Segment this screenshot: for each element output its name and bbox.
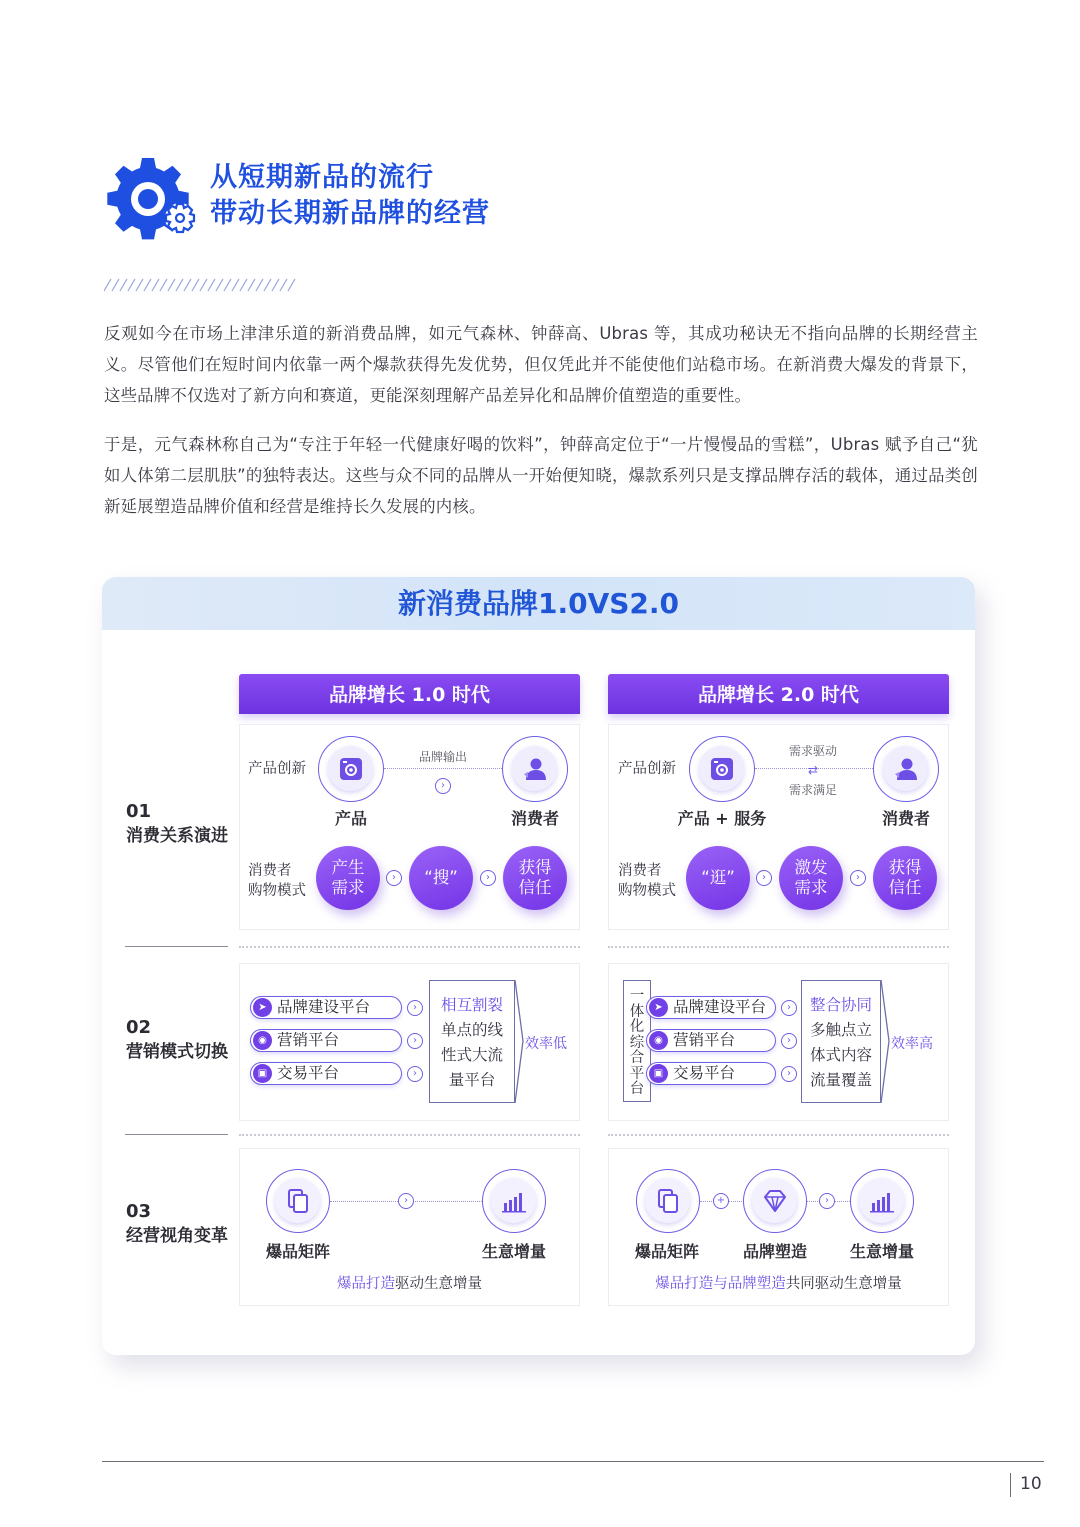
product-service-ring xyxy=(689,736,755,802)
chevron-right-icon: › xyxy=(407,1000,423,1016)
product-service-label: 产品 + 服务 xyxy=(677,809,767,828)
row-number: 02 xyxy=(126,1017,152,1038)
row-label-3 xyxy=(126,1200,228,1248)
bubble-line-1: 获得 xyxy=(518,858,552,877)
brand-output-label: 品牌输出 xyxy=(418,750,467,764)
era-1-header: 品牌增长 1.0 时代 xyxy=(239,674,580,714)
product-label: 产品 xyxy=(334,809,367,828)
dotted-separator xyxy=(608,1134,949,1136)
chevron-right-icon: › xyxy=(398,1193,414,1209)
page-title xyxy=(210,160,490,232)
caption-rest: 共同驱动生意增量 xyxy=(785,1276,902,1292)
summary-line: 体式内容 xyxy=(809,1046,872,1064)
demand-satisfied-label: 需求满足 xyxy=(788,783,837,797)
bag-icon: ▣ xyxy=(253,1064,272,1083)
brand-building-label: 品牌塑造 xyxy=(742,1242,807,1261)
copy-icon xyxy=(655,1188,681,1214)
platform-pill xyxy=(250,1029,402,1052)
chevron-right-icon: › xyxy=(386,870,402,886)
bubble-line-1: “搜” xyxy=(424,868,458,887)
pill-label: 营销平台 xyxy=(277,1031,340,1049)
chevron-right-icon: › xyxy=(850,870,866,886)
consumer-label: 消费者 xyxy=(510,809,559,828)
business-growth-label: 生意增量 xyxy=(481,1242,546,1261)
bar-chart-icon xyxy=(869,1188,895,1214)
platform-pill xyxy=(646,1062,776,1085)
send-icon: ➤ xyxy=(253,998,272,1017)
row-separator xyxy=(125,1134,228,1135)
row-title: 营销模式切换 xyxy=(126,1042,228,1062)
hatch-divider xyxy=(104,278,300,292)
bubble-line-1: 产生 xyxy=(331,858,365,877)
plus-icon: + xyxy=(713,1193,729,1209)
chevron-right-icon: › xyxy=(480,870,496,886)
bag-icon: ▣ xyxy=(649,1064,668,1083)
pill-label: 品牌建设平台 xyxy=(673,998,767,1016)
step-bubble xyxy=(409,846,473,910)
shopping-line-2: 购物模式 xyxy=(248,883,306,899)
efficiency-low-label: 效率低 xyxy=(525,1036,567,1052)
title-line-2: 带动长期新品牌的经营 xyxy=(210,198,490,229)
bubble-line-1: 获得 xyxy=(888,858,922,877)
flow-line xyxy=(384,768,502,769)
summary-line: 相互割裂 xyxy=(440,996,503,1014)
step-bubble xyxy=(316,846,380,910)
shopping-line-2: 购物模式 xyxy=(618,883,676,899)
copy-icon xyxy=(285,1188,311,1214)
page-number-bar xyxy=(1010,1473,1011,1497)
panel-title: 新消费品牌1.0VS2.0 xyxy=(397,587,680,620)
product-ring xyxy=(318,736,384,802)
summary-line: 单点的线 xyxy=(440,1021,503,1039)
growth-circle xyxy=(482,1169,546,1233)
bubble-line-1: 激发 xyxy=(794,858,828,877)
footer-rule xyxy=(102,1461,1044,1462)
title-line-1: 从短期新品的流行 xyxy=(210,162,434,193)
hit-matrix-label: 爆品矩阵 xyxy=(265,1242,330,1261)
growth-circle xyxy=(850,1169,914,1233)
shopping-line-1: 消费者 xyxy=(618,863,662,879)
pill-label: 营销平台 xyxy=(673,1031,736,1049)
consumer-icon xyxy=(893,756,919,782)
row-title: 经营视角变革 xyxy=(126,1226,228,1246)
bubble-line-1: “逛” xyxy=(701,868,735,887)
consumer-ring xyxy=(873,736,939,802)
summary-line: 整合协同 xyxy=(809,996,872,1014)
chevron-right-icon: › xyxy=(435,778,451,794)
hit-matrix-label: 爆品矩阵 xyxy=(634,1242,699,1261)
chevron-right-icon: › xyxy=(407,1033,423,1049)
product-icon xyxy=(338,756,364,782)
brace-icon xyxy=(515,980,525,1103)
product-innovation-label: 产品创新 xyxy=(618,761,676,777)
caption-highlight: 爆品打造与品牌塑造 xyxy=(655,1276,786,1292)
bidirectional-arrows-icon: ⇄ xyxy=(807,763,819,777)
pill-label: 交易平台 xyxy=(673,1064,736,1082)
bar-chart-icon xyxy=(501,1188,527,1214)
consumer-icon xyxy=(522,756,548,782)
bubble-line-2: 信任 xyxy=(518,878,552,897)
dotted-separator xyxy=(239,1134,580,1136)
summary-line: 多触点立 xyxy=(809,1021,872,1039)
pill-label: 交易平台 xyxy=(277,1064,340,1082)
chevron-right-icon: › xyxy=(819,1193,835,1209)
chevron-right-icon: › xyxy=(781,1033,797,1049)
step-bubble xyxy=(873,846,937,910)
row-label-1 xyxy=(126,800,228,848)
platform-pill xyxy=(646,1029,776,1052)
brand-circle xyxy=(743,1169,807,1233)
caption-rest: 驱动生意增量 xyxy=(395,1276,482,1292)
summary-line: 性式大流 xyxy=(440,1046,503,1064)
integrated-platform-box: 一体化综合平台 xyxy=(623,980,651,1102)
efficiency-high-label: 效率高 xyxy=(891,1036,933,1052)
dotted-separator xyxy=(608,946,949,948)
row-separator xyxy=(125,946,228,947)
gear-icon xyxy=(100,152,204,246)
step-bubble xyxy=(686,846,750,910)
consumer-label: 消费者 xyxy=(881,809,930,828)
summary-line: 量平台 xyxy=(448,1071,496,1089)
chevron-right-icon: › xyxy=(756,870,772,886)
dotted-separator xyxy=(239,946,580,948)
business-growth-label: 生意增量 xyxy=(849,1242,914,1261)
chevron-right-icon: › xyxy=(407,1066,423,1082)
hit-matrix-circle xyxy=(636,1169,700,1233)
shopping-mode-label xyxy=(248,861,306,901)
step-bubble xyxy=(779,846,843,910)
bulb-icon: ◉ xyxy=(253,1031,272,1050)
row-number: 03 xyxy=(126,1201,152,1222)
platform-summary-box xyxy=(429,980,515,1103)
chevron-right-icon: › xyxy=(781,1000,797,1016)
hit-matrix-circle xyxy=(266,1169,330,1233)
row3-caption xyxy=(608,1272,949,1293)
platform-summary-box xyxy=(801,980,881,1103)
product-innovation-label: 产品创新 xyxy=(248,761,306,777)
summary-line: 流量覆盖 xyxy=(809,1071,872,1089)
shopping-line-1: 消费者 xyxy=(248,863,292,879)
era-2-header: 品牌增长 2.0 时代 xyxy=(608,674,949,714)
chevron-right-icon: › xyxy=(781,1066,797,1082)
platform-pill xyxy=(250,996,402,1019)
demand-driven-label: 需求驱动 xyxy=(788,744,837,758)
brace-icon xyxy=(881,980,891,1103)
pill-label: 品牌建设平台 xyxy=(277,998,371,1016)
step-bubble xyxy=(503,846,567,910)
row-title: 消费关系演进 xyxy=(126,826,228,846)
row3-caption xyxy=(239,1272,580,1293)
platform-pill xyxy=(250,1062,402,1085)
consumer-ring xyxy=(502,736,568,802)
caption-highlight: 爆品打造 xyxy=(337,1276,395,1292)
diamond-icon xyxy=(762,1188,788,1214)
bulb-icon: ◉ xyxy=(649,1031,668,1050)
paragraph-1: 反观如今在市场上津津乐道的新消费品牌，如元气森林、钟薛高、Ubras 等，其成功秘诀无不指向品牌的长期经营主义。尽管他们在短时间内依靠一两个爆款获得先发优势，但仅凭此并不能使他们站稳市场。在新消费大爆发的背景下，这些品牌不仅选对了新方向和赛道，更能深刻理解产品差异化和品牌价值塑造的重要性。 xyxy=(104,324,978,405)
platform-pill xyxy=(646,996,776,1019)
bubble-line-2: 需求 xyxy=(331,878,365,897)
row-number: 01 xyxy=(126,801,152,822)
product-icon xyxy=(709,756,735,782)
paragraph-2: 于是，元气森林称自己为“专注于年轻一代健康好喝的饮料”，钟薛高定位于“一片慢慢品的雪糕”，Ubras 赋予自己“犹如人体第二层肌肤”的独特表达。这些与众不同的品牌从一开始便知晓，爆款系列只是支撑品牌存活的载体，通过品类创新延展塑造品牌价值和经营是维持长久发展的内核。 xyxy=(104,435,978,516)
row-label-2 xyxy=(126,1016,228,1064)
shopping-mode-label xyxy=(618,861,676,901)
send-icon: ➤ xyxy=(649,998,668,1017)
bubble-line-2: 需求 xyxy=(794,878,828,897)
bubble-line-2: 信任 xyxy=(888,878,922,897)
page-number: 10 xyxy=(1020,1474,1042,1494)
